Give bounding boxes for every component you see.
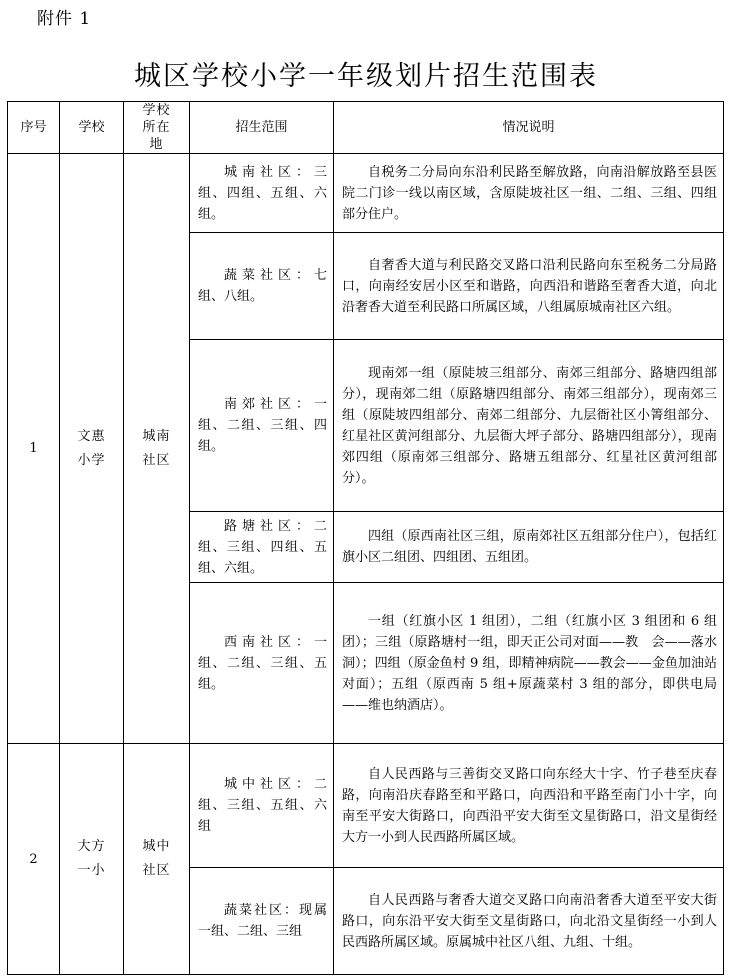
header-no: 序号 [8,102,60,154]
situation-description: 自税务二分局向东沿利民路至解放路，向南沿解放路至县医院二门诊一线以南区域，含原陡坡社区一组、二组、三组、四组部分住户。 [334,154,724,233]
table-row [8,154,724,233]
situation-description: 自奢香大道与利民路交叉路口沿利民路向东至税务二分局路口，向南经安居小区至和谐路，向西沿和谐路至奢香大道，向北沿奢香大道至利民路口所属区域，八组属原城南社区六组。 [334,233,724,340]
header-school: 学校 [60,102,124,154]
page-title: 城区学校小学一年级划片招生范围表 [134,61,598,92]
enrollment-range: 蔬菜社区：现属一组、二组、三组 [190,868,334,975]
school-name: 文惠小学 [60,154,124,744]
situation-description: 自人民西路与奢香大道交叉路口向南沿奢香大道至平安大街路口，向东沿平安大街至文星街路口，向北沿文星街经一小到人民西路所属区域。原属城中社区八组、九组、十组。 [334,868,724,975]
header-location: 学校所在地 [124,102,190,154]
enrollment-range: 城中社区：二组、三组、五组、六组 [190,744,334,868]
enrollment-range: 城南社区：三组、四组、五组、六组。 [190,154,334,233]
situation-description: 四组（原西南社区三组，原南郊社区五组部分住户），包括红旗小区二组团、四组团、五组团。 [334,512,724,583]
situation-description: 一组（红旗小区 1 组团），二组（红旗小区 3 组团和 6 组团）；三组（原路塘村一组，即天正公司对面——教 会——落水洞）；四组（原金鱼村 9 组，即精神病院——教会——金鱼加油站对面）；五组（原西南 5 组+原蔬菜村 3 组的部分，即供电局——维也纳酒店）。 [334,583,724,744]
table-header-row [8,102,724,154]
enrollment-range: 西南社区：一组、二组、三组、五组。 [190,583,334,744]
row-number: 2 [8,744,60,975]
enrollment-range: 蔬菜社区：七组、八组。 [190,233,334,340]
enrollment-range: 路塘社区：二组、三组、四组、五组、六组。 [190,512,334,583]
row-number: 1 [8,154,60,744]
school-name: 大方一小 [60,744,124,975]
school-location: 城中社区 [124,744,190,975]
enrollment-table [7,101,724,975]
header-desc: 情况说明 [334,102,724,154]
situation-description: 自人民西路与三善街交叉路口向东经大十字、竹子巷至庆春路，向南沿庆春路至和平路口，向西沿和平路至南门小十字，向南至平安大街路口，向西沿平安大街至文星街路口，沿文星街经大方一小到人民西路所属区域。 [334,744,724,868]
enrollment-range: 南郊社区：一组、二组、三组、四组。 [190,340,334,512]
situation-description: 现南郊一组（原陡坡三组部分、南郊三组部分、路塘四组部分），现南郊二组（原路塘四组部分、南郊三组部分），现南郊三组（原陡坡四组部分、南郊二组部分、九层衙社区小箐组部分、红星社区黄河组部分、九层衙大坪子部分、路塘四组部分），现南郊四组（原南郊三组部分、路塘五组部分、红星社区黄河组部分）。 [334,340,724,512]
header-range: 招生范围 [190,102,334,154]
attachment-label: 附件 1 [37,9,92,29]
table-row [8,744,724,868]
school-location: 城南社区 [124,154,190,744]
